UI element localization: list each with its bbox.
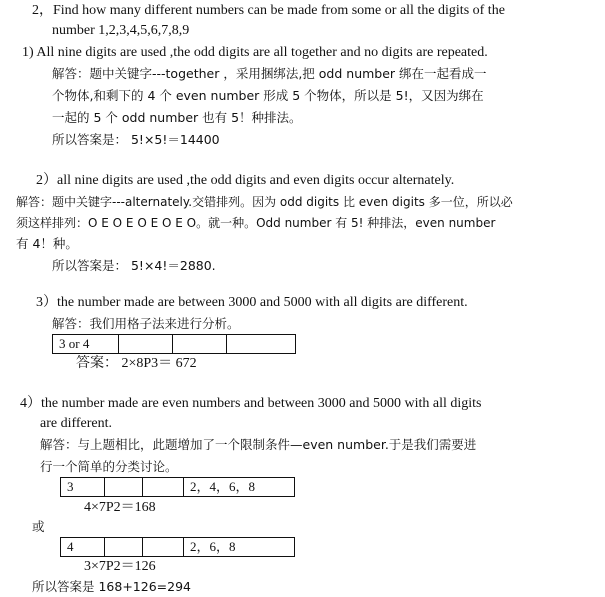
- q4-digit-grid-case2: [60, 537, 295, 557]
- q4-result: 所以答案是 168+126=294: [32, 579, 191, 594]
- problem-heading-line2: number 1,2,3,4,5,6,7,8,9: [52, 23, 190, 38]
- grid-cell: [143, 478, 184, 496]
- q3-digit-grid: [52, 334, 296, 354]
- grid-cell: 2，6，8: [190, 539, 236, 554]
- grid-cell: [227, 335, 295, 353]
- q2-answer-line2: 须这样排列：O E O E O E O E O。就一种。Odd number 有 5! 种排法，even number: [16, 216, 496, 230]
- grid-cell: [143, 538, 184, 556]
- q1-result: 所以答案是： 5!×5!＝14400: [52, 132, 220, 147]
- q1-answer-line2: 个物体,和剩下的 4 个 even number 形成 5 个物体，所以是 5!，又因为绑在: [52, 88, 484, 103]
- grid-cell: 3 or 4: [53, 335, 119, 353]
- q3-title: 3）the number made are between 3000 and 5000 with all digits are different.: [36, 295, 468, 310]
- q4-calc-case1: 4×7P2＝168: [84, 500, 156, 515]
- q4-digit-grid-case1: [60, 477, 295, 497]
- q1-answer-line1: 解答：题中关键字---together ，采用捆绑法,把 odd number 绑在一起看成一: [52, 66, 487, 81]
- q2-answer-line1: 解答：题中关键字---alternately.交错排列。因为 odd digits 比 even digits 多一位，所以必: [16, 195, 513, 209]
- q3-answer-line1: 解答：我们用格子法来进行分析。: [52, 316, 240, 331]
- grid-cell: 3: [61, 478, 105, 496]
- q4-title-line1: 4）the number made are even numbers and between 3000 and 5000 with all digits: [20, 396, 482, 411]
- grid-cell: 2，4，6，8: [190, 479, 256, 494]
- grid-cell: 4: [61, 538, 105, 556]
- q2-title: 2）all nine digits are used ,the odd digits and even digits occur alternately.: [36, 173, 455, 188]
- q1-answer-line3: 一起的 5 个 odd number 也有 5！种排法。: [52, 110, 302, 125]
- q4-calc-case2: 3×7P2＝126: [84, 559, 156, 574]
- grid-cell: [173, 335, 227, 353]
- grid-cell: [105, 478, 143, 496]
- q4-answer-line2: 行一个简单的分类讨论。: [40, 459, 178, 474]
- q1-title: 1) All nine digits are used ,the odd digits are all together and no digits are repeated.: [22, 45, 488, 60]
- q4-title-line2: are different.: [40, 416, 113, 431]
- q4-answer-line1: 解答：与上题相比，此题增加了一个限制条件—even number.于是我们需要进: [40, 437, 477, 452]
- grid-cell: [119, 335, 173, 353]
- q2-result: 所以答案是： 5!×4!＝2880.: [52, 258, 216, 273]
- problem-heading-line1: 2，Find how many different numbers can be made from some or all the digits of the: [32, 3, 505, 18]
- q3-result: 答案： 2×8P3＝ 672: [76, 356, 197, 371]
- q4-or-label: 或: [32, 519, 45, 534]
- grid-cell: [105, 538, 143, 556]
- q2-answer-line3: 有 4！种。: [16, 236, 78, 251]
